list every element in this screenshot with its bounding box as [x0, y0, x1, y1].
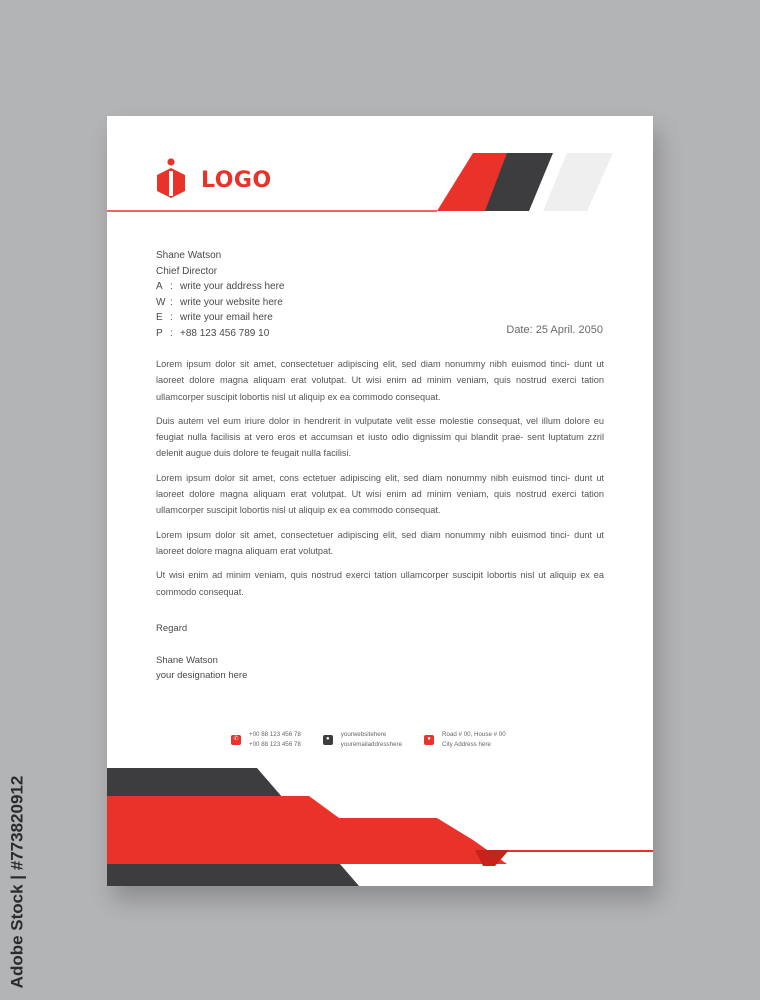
field-sep: : [170, 281, 173, 292]
field-value: write your email here [180, 312, 273, 323]
location-pin-icon: ● [424, 735, 434, 745]
contact-line: yourwebsitehere [340, 731, 387, 738]
footer-contacts [231, 730, 506, 749]
sender-email-row [156, 310, 285, 326]
stock-watermark: Adobe Stock | #773820912 [7, 775, 26, 989]
header-stripe-light [543, 153, 613, 211]
sender-name: Shane Watson [156, 250, 222, 261]
field-sep: : [170, 296, 173, 308]
letter-body [156, 356, 604, 608]
globe-icon: ● [323, 735, 333, 745]
field-key: P [156, 327, 163, 339]
sender-address-row [156, 279, 285, 295]
field-value: write your address here [180, 281, 285, 292]
field-value: write your website here [180, 296, 283, 308]
contact-phone [231, 730, 301, 749]
contact-line: Road # 00, House # 00 [442, 731, 506, 738]
contact-line: City Address here [442, 740, 491, 748]
contact-web [323, 730, 402, 749]
body-paragraph: Lorem ipsum dolor sit amet, cons ectetuer adipiscing elit, sed diam nonummy nibh euismod tinci- dunt ut laoreet dolore magna aliquam erat volutpat. Ut wisi enim ad minim veniam, quis nostrud exerci tation ullamcorper suscipit lobortis nisl ut aliquip ex ea commodo consequat. [156, 472, 604, 516]
closing-designation: your designation here [156, 670, 248, 681]
phone-icon: ✆ [231, 735, 241, 745]
closing-name: Shane Watson [156, 654, 218, 666]
body-paragraph: Duis autem vel eum iriure dolor in hendrerit in vulputate velit esse molestie consequat, vel illum dolore eu feugiat nulla facilisis at vero eros et accumsan et iusto odio dignissim qui blandit prae- sent luptatum zzril delenit augue duis dolore te feugait nulla facilisi. [156, 415, 604, 459]
contact-line: youremailaddresshere [340, 740, 403, 748]
contact-line: +00 88 123 456 78 [249, 731, 301, 738]
field-key: E [156, 312, 163, 323]
closing-regard: Regard [156, 623, 188, 634]
letter-date: Date: 25 April. 2050 [506, 324, 603, 336]
sender-title: Chief Director [156, 265, 218, 277]
closing-block [156, 621, 247, 684]
field-key: W [156, 296, 166, 308]
contact-address [424, 730, 506, 749]
sender-block [156, 248, 285, 341]
contact-line: +00 88 123 456 78 [249, 740, 301, 748]
footer-shape-red [107, 796, 507, 864]
sender-website-row [156, 295, 285, 311]
body-paragraph: Lorem ipsum dolor sit amet, consectetuer adipiscing elit, sed diam nonummy nibh euismod tinci- dunt ut laoreet dolore magna aliquam erat volutpat. Ut wisi enim ad minim veniam, quis nostrud exerci tation ullamcorper suscipit lobortis nisl ut aliquip ex ea commodo consequat. [156, 359, 604, 402]
body-paragraph: Ut wisi enim ad minim veniam, quis nostrud exerci tation ullamcorper suscipit lobortis nisl ut aliquip ex ea commodo consequat. [156, 570, 604, 597]
field-sep: : [170, 327, 173, 339]
letterhead-page [107, 116, 653, 886]
logo-text: LOGO [201, 168, 272, 193]
sender-phone-row [156, 326, 285, 342]
footer-decoration [107, 768, 653, 886]
logo-icon [154, 158, 188, 198]
field-sep: : [170, 312, 173, 323]
field-value: +88 123 456 789 10 [180, 327, 270, 339]
field-key: A [156, 281, 163, 292]
header-decoration [107, 116, 653, 226]
body-paragraph: Lorem ipsum dolor sit amet, consectetuer adipiscing elit, sed diam nonummy nibh euismod tinci- dunt ut laoreet dolore magna aliquam erat volutpat. [156, 529, 604, 556]
